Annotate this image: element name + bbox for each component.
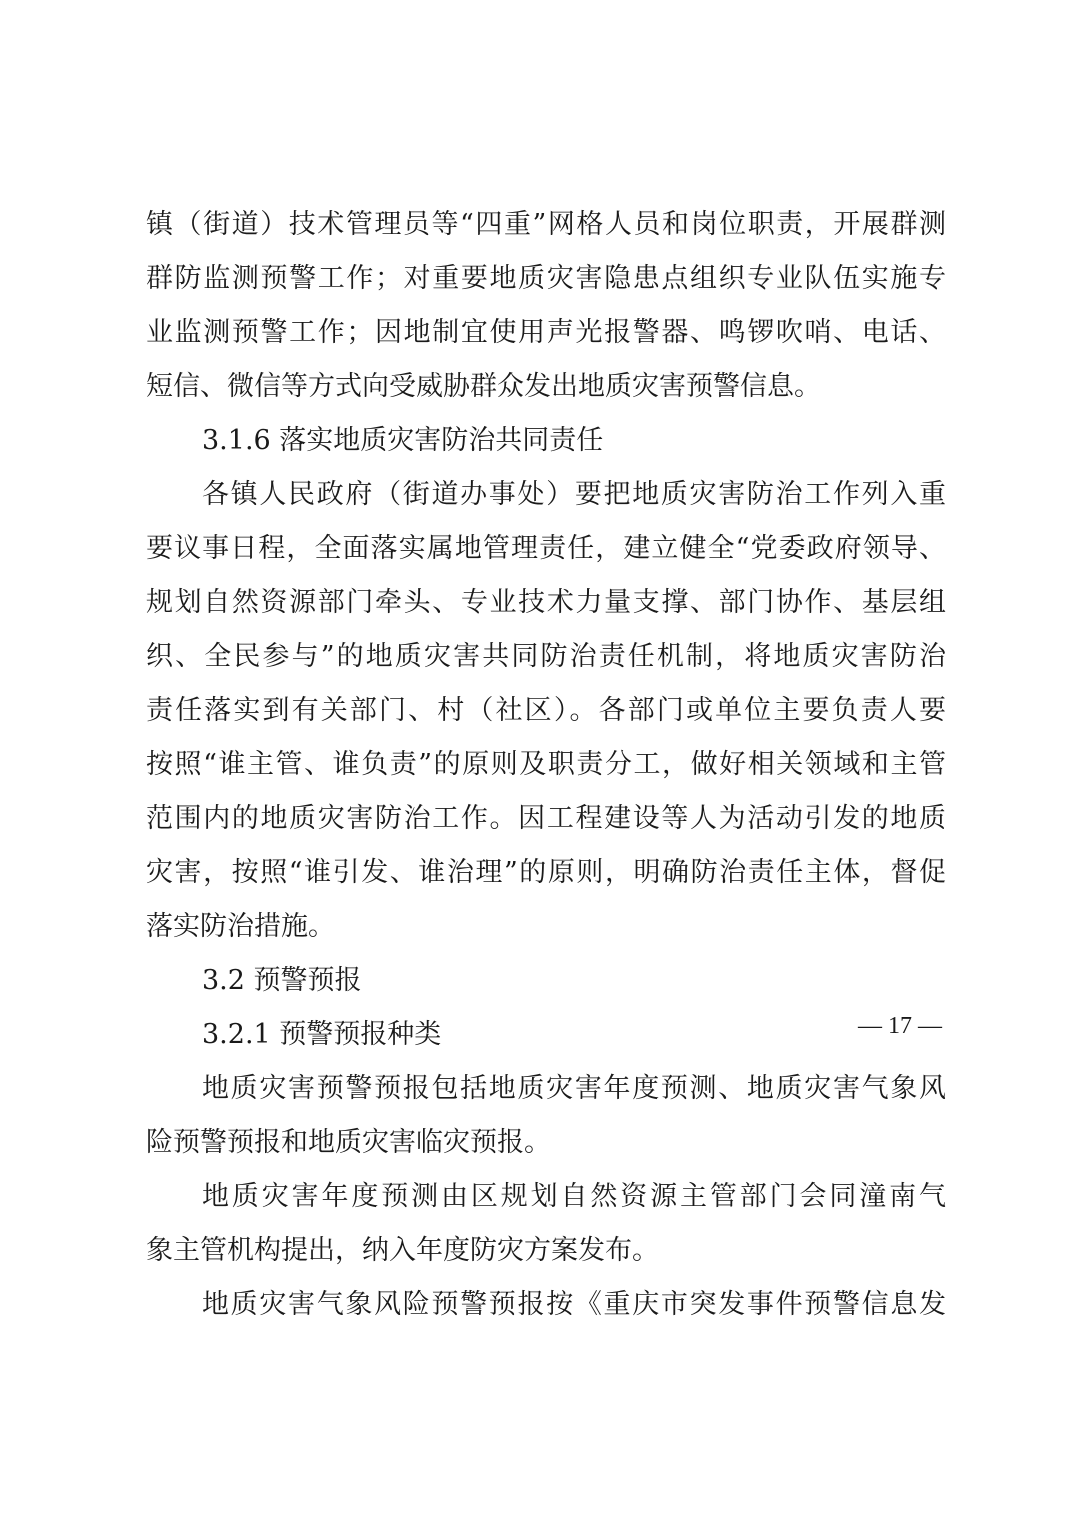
section-heading-3-2: 3.2 预警预报 (202, 965, 362, 996)
text-line: 按照“谁主管、谁负责”的原则及职责分工，做好相关领域和主管 (146, 749, 946, 780)
text-line: 规划自然资源部门牵头、专业技术力量支撑、部门协作、基层组 (146, 587, 946, 618)
text-line: 群防监测预警工作；对重要地质灾害隐患点组织专业队伍实施专 (146, 263, 946, 294)
text-line: 象主管机构提出，纳入年度防灾方案发布。 (146, 1235, 659, 1266)
text-line: 地质灾害气象风险预警预报按《重庆市突发事件预警信息发 (202, 1289, 946, 1320)
text-line: 要议事日程，全面落实属地管理责任，建立健全“党委政府领导、 (146, 533, 946, 564)
text-line: 业监测预警工作；因地制宜使用声光报警器、鸣锣吹哨、电话、 (146, 317, 946, 348)
text-line: 短信、微信等方式向受威胁群众发出地质灾害预警信息。 (146, 371, 821, 402)
text-line: 地质灾害预警预报包括地质灾害年度预测、地质灾害气象风 (202, 1073, 946, 1104)
page-number: — 17 — (858, 1013, 942, 1039)
section-heading-3-2-1: 3.2.1 预警预报种类 (202, 1019, 442, 1050)
text-line: 落实防治措施。 (146, 911, 335, 942)
text-line: 地质灾害年度预测由区规划自然资源主管部门会同潼南气 (202, 1181, 946, 1212)
text-line: 责任落实到有关部门、村（社区）。各部门或单位主要负责人要 (146, 695, 946, 726)
text-line: 各镇人民政府（街道办事处）要把地质灾害防治工作列入重 (202, 479, 946, 510)
section-heading-3-1-6: 3.1.6 落实地质灾害防治共同责任 (202, 425, 604, 456)
text-line: 镇（街道）技术管理员等“四重”网格人员和岗位职责，开展群测 (146, 209, 946, 240)
text-line: 织、全民参与”的地质灾害共同防治责任机制，将地质灾害防治 (146, 641, 946, 672)
text-line: 灾害，按照“谁引发、谁治理”的原则，明确防治责任主体，督促 (146, 857, 946, 888)
text-line: 险预警预报和地质灾害临灾预报。 (146, 1127, 551, 1158)
text-line: 范围内的地质灾害防治工作。因工程建设等人为活动引发的地质 (146, 803, 946, 834)
document-body (146, 198, 946, 1332)
